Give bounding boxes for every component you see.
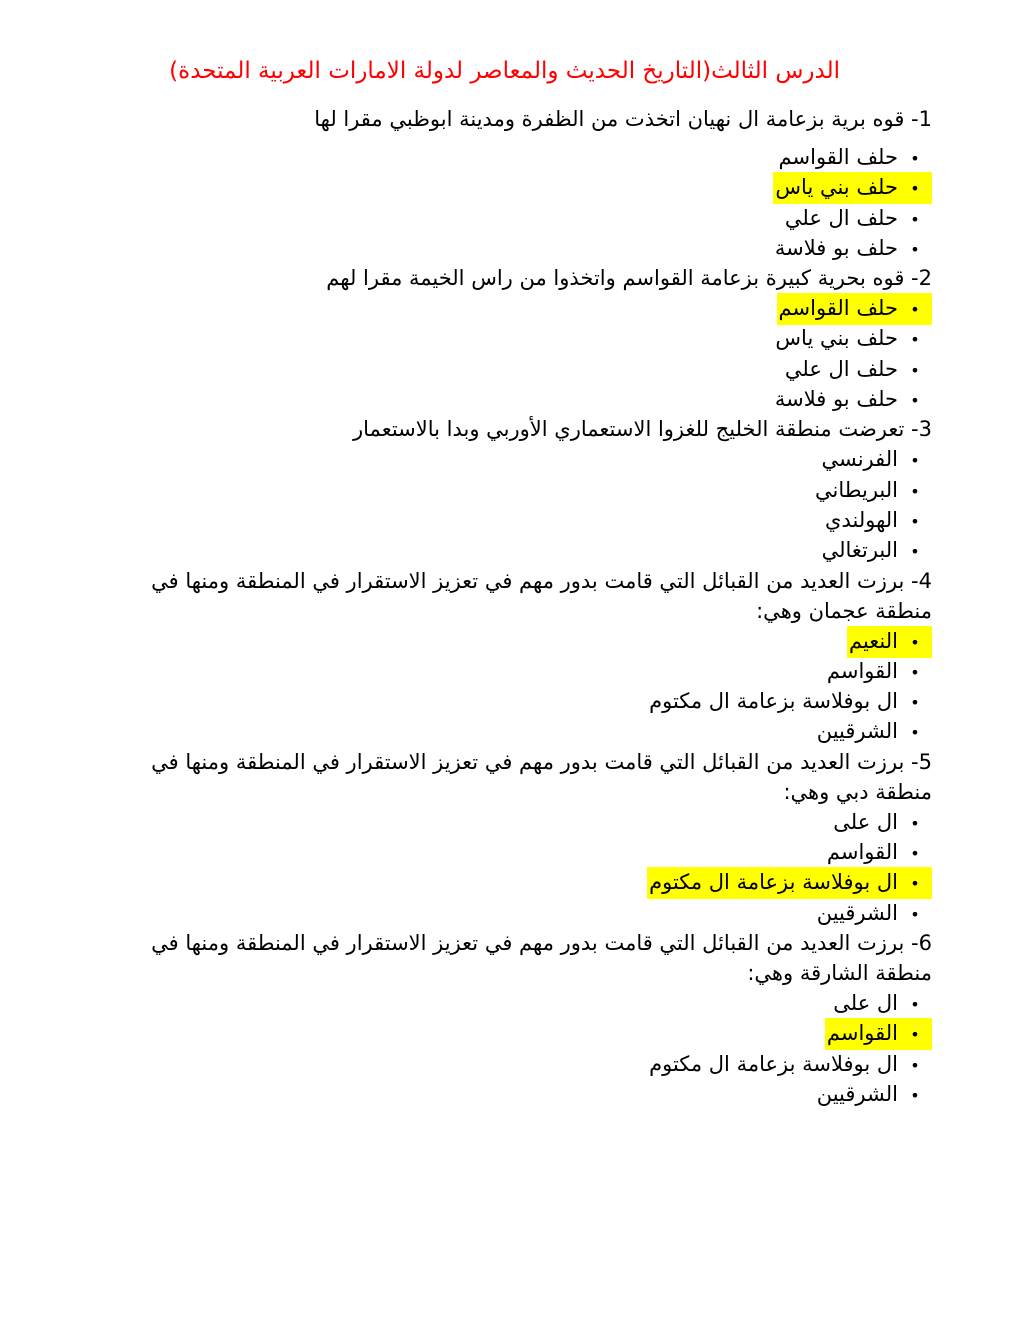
- option-label: الشرقيين: [816, 1081, 898, 1106]
- bullet-icon: •: [910, 662, 920, 682]
- bullet-icon: •: [910, 481, 920, 501]
- option-item: [92, 535, 932, 565]
- option: [820, 535, 932, 567]
- option: [823, 505, 932, 537]
- bullet-icon: •: [910, 994, 920, 1014]
- bullet-icon: •: [910, 511, 920, 531]
- bullet-icon: •: [910, 239, 920, 259]
- option-label: الشرقيين: [816, 900, 898, 925]
- question-1-text: 1- قوه برية بزعامة ال نهيان اتخذت من الظفرة ومدينة ابوظبي مقرا لها: [314, 107, 932, 131]
- option: [783, 203, 932, 235]
- bullet-icon: •: [910, 904, 920, 924]
- option: [773, 233, 932, 265]
- option: [815, 716, 932, 748]
- option-label: حلف بو فلاسة: [774, 387, 898, 412]
- highlighted-answer: [847, 626, 932, 658]
- option-label: القواسم: [826, 840, 898, 865]
- option: [831, 807, 932, 839]
- bullet-icon: •: [910, 632, 920, 652]
- option: [773, 384, 932, 416]
- option-item: [92, 656, 932, 686]
- bullet-icon: •: [910, 300, 920, 320]
- option-label: البريطاني: [815, 477, 898, 502]
- bullet-icon: •: [910, 179, 920, 199]
- option-label: النعيم: [848, 628, 898, 653]
- bullet-icon: •: [910, 1085, 920, 1105]
- option-label: ال بوفلاسة بزعامة ال مكتوم: [649, 689, 898, 714]
- option-label: حلف القواسم: [778, 296, 898, 321]
- question-4-text: 4- برزت العديد من القبائل التي قامت بدور مهم في تعزيز الاستقرار في المنطقة ومنها في منطقة عجمان وهي:: [151, 568, 932, 623]
- lesson-title: الدرس الثالث(التاريخ الحديث والمعاصر لدولة الامارات العربية المتحدة): [169, 58, 840, 84]
- question-5-options: [92, 807, 932, 928]
- option: [783, 354, 932, 386]
- option-item: [92, 716, 932, 746]
- option-label: الشرقيين: [816, 719, 898, 744]
- question-2-options: [92, 293, 932, 414]
- option-label: حلف ال علي: [784, 356, 898, 381]
- bullet-icon: •: [910, 149, 920, 168]
- option-item: [92, 354, 932, 384]
- question-6-options: [92, 988, 932, 1109]
- bullet-icon: •: [910, 451, 920, 471]
- highlighted-answer: [825, 1018, 932, 1050]
- option-label: ال بوفلاسة بزعامة ال مكتوم: [649, 1051, 898, 1076]
- option-label: الهولندي: [825, 507, 898, 532]
- bullet-icon: •: [910, 542, 920, 562]
- option: [831, 988, 932, 1020]
- option-item: [92, 323, 932, 353]
- option-item: [92, 1049, 932, 1079]
- option-item: [92, 807, 932, 837]
- option: [815, 1079, 932, 1111]
- option-item: [92, 384, 932, 414]
- option-item: [92, 898, 932, 928]
- option-item: [92, 475, 932, 505]
- question-6-text: 6- برزت العديد من القبائل التي قامت بدور مهم في تعزيز الاستقرار في المنطقة ومنها في منطقة الشارقة وهي:: [151, 930, 932, 985]
- question-3-text: 3- تعرضت منطقة الخليج للغزوا الاستعماري الأوربي وبدا بالاستعمار: [353, 417, 932, 442]
- option-label: الفرنسي: [821, 447, 898, 472]
- bullet-icon: •: [910, 844, 920, 864]
- question-1-options: [92, 142, 932, 263]
- bullet-icon: •: [910, 813, 920, 833]
- option-label: حلف بو فلاسة: [774, 235, 898, 260]
- option: [825, 837, 932, 869]
- option: [647, 686, 932, 718]
- option-label: ال على: [833, 990, 898, 1015]
- option-item: [92, 293, 932, 323]
- bullet-icon: •: [910, 723, 920, 743]
- option: [647, 1049, 932, 1081]
- question-3-options: [92, 444, 932, 565]
- bullet-icon: •: [910, 330, 920, 350]
- question-5-text: 5- برزت العديد من القبائل التي قامت بدور مهم في تعزيز الاستقرار في المنطقة ومنها في منطقة دبي وهي:: [151, 749, 932, 804]
- bullet-icon: •: [910, 391, 920, 411]
- highlighted-answer: [773, 172, 932, 204]
- option-label: القواسم: [826, 1021, 898, 1046]
- bullet-icon: •: [910, 209, 920, 229]
- option: [773, 323, 932, 355]
- option-item: [92, 505, 932, 535]
- option-item: [92, 1079, 932, 1109]
- option-item: [92, 444, 932, 474]
- question-4-options: [92, 626, 932, 747]
- option: [813, 475, 932, 507]
- option-item: [92, 626, 932, 656]
- highlighted-answer: [647, 867, 932, 899]
- bullet-icon: •: [910, 693, 920, 713]
- option-label: البرتغالي: [821, 538, 898, 563]
- option-label: ال بوفلاسة بزعامة ال مكتوم: [649, 870, 898, 895]
- option-label: حلف ال علي: [784, 205, 898, 230]
- option-item: [92, 172, 932, 202]
- bullet-icon: •: [910, 1025, 920, 1045]
- option: [819, 444, 932, 476]
- option: [777, 142, 932, 174]
- bullet-icon: •: [910, 360, 920, 380]
- option-item: [92, 686, 932, 716]
- questions-list: [92, 100, 932, 1109]
- option: [815, 898, 932, 930]
- option-label: حلف بني ياس: [775, 326, 898, 351]
- option-item: [92, 1018, 932, 1048]
- option-item: [92, 988, 932, 1018]
- question-2-text: 2- قوه بحرية كبيرة بزعامة القواسم واتخذوا من راس الخيمة مقرا لهم: [326, 266, 932, 291]
- option: [825, 656, 932, 688]
- option-item: [92, 142, 932, 172]
- highlighted-answer: [777, 293, 932, 325]
- option-label: ال على: [833, 809, 898, 834]
- option-item: [92, 867, 932, 897]
- option-label: حلف بني ياس: [775, 175, 898, 200]
- bullet-icon: •: [910, 1055, 920, 1075]
- option-item: [92, 233, 932, 263]
- option-item: [92, 837, 932, 867]
- option-item: [92, 203, 932, 233]
- bullet-icon: •: [910, 874, 920, 894]
- option-label: القواسم: [826, 658, 898, 683]
- option-label: حلف القواسم: [778, 145, 898, 169]
